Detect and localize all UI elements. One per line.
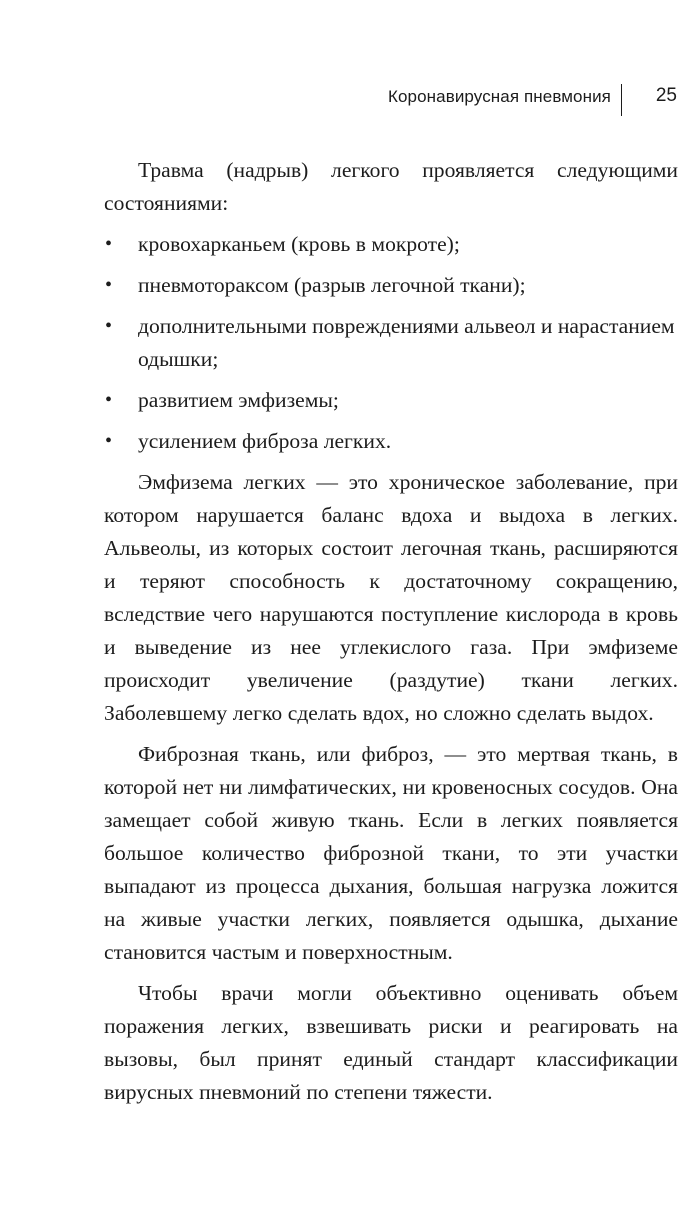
list-item [104, 384, 678, 417]
list-item-text: развитием эмфиземы; [138, 388, 339, 412]
list-item [104, 310, 678, 376]
bullet-icon: • [105, 274, 113, 296]
chapter-title: Коронавирусная пневмония [387, 87, 611, 106]
list-item-text: пневмотораксом (разрыв легочной ткани); [138, 273, 526, 297]
bullet-icon: • [105, 315, 113, 337]
list-item [104, 228, 678, 261]
header-divider [621, 84, 623, 116]
symptom-list [104, 228, 678, 458]
bullet-icon: • [105, 389, 113, 411]
intro-paragraph: Травма (надрыв) легкого проявляется следующими состояниями: [104, 158, 678, 215]
list-item-text: кровохарканьем (кровь в мокроте); [138, 232, 460, 256]
list-item [104, 425, 678, 458]
body-paragraph-fibrosis: Фиброзная ткань, или фиброз, — это мертвая ткань, в которой нет ни лимфатических, ни кровеносных сосудов. Она замещает собой живую ткань. Если в легких появляется большое количество фиброзной ткани, то эти участки выпадают из процесса дыхания, большая нагрузка ложится на живые участки легких, появляется одышка, дыхание становится частым и поверхностным. [104, 742, 678, 964]
list-item [104, 269, 678, 302]
bullet-icon: • [105, 233, 113, 255]
page-number: 25 [655, 85, 677, 106]
list-item-text: усилением фиброза легких. [138, 429, 392, 453]
bullet-icon: • [105, 430, 113, 452]
body-paragraph-classification: Чтобы врачи могли объективно оценивать объем поражения легких, взвешивать риски и реагировать на вызовы, был принят единый стандарт классификации вирусных пневмоний по степени тяжести. [104, 981, 678, 1104]
body-paragraph-emphysema: Эмфизема легких — это хроническое заболевание, при котором нарушается баланс вдоха и выдоха в легких. Альвеолы, из которых состоит легочная ткань, расширяются и теряют способность к достаточному сокращению, вследствие чего нарушаются поступление кислорода в кровь и выведение из нее углекислого газа. При эмфиземе происходит увеличение (раздутие) ткани легких. Заболевшему легко сделать вдох, но сложно сделать выдох. [104, 470, 678, 725]
list-item-text: дополнительными повреждениями альвеол и нарастанием одышки; [138, 314, 675, 371]
page-body [104, 154, 678, 1117]
running-header [300, 84, 683, 118]
